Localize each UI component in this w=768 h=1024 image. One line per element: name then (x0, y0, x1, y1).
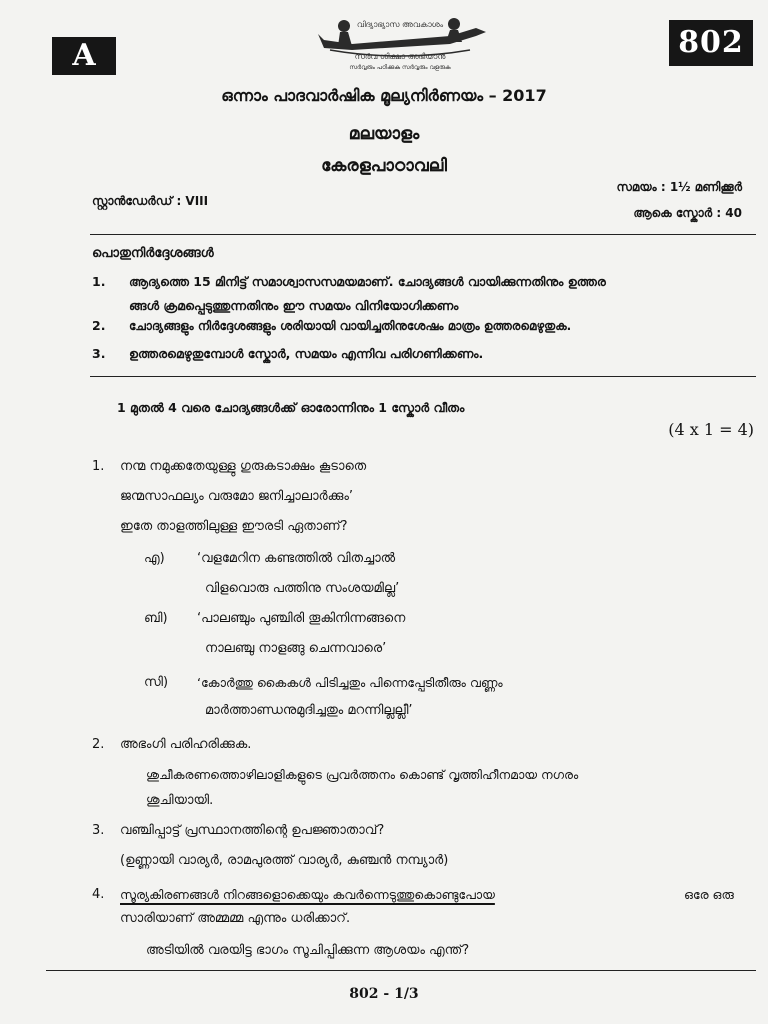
question-number: 1. (92, 459, 105, 474)
instruction-number: 3. (92, 346, 106, 361)
option-label-b: ബി) (144, 611, 168, 626)
section-marks: (4 x 1 = 4) (668, 420, 754, 439)
question-text: ഇതേ താളത്തിലുള്ള ഈരടി ഏതാണ്? (120, 519, 348, 534)
question-text: ഒരേ ഒരു (684, 887, 734, 902)
option-label-c: സി) (144, 675, 169, 690)
instruction-number: 2. (92, 318, 106, 333)
question-text: അഭംഗി പരിഹരിക്കുക. (120, 737, 252, 752)
subject-title: മലയാളം (348, 124, 420, 144)
textbook-title: കേരളപാഠാവലി (321, 156, 447, 176)
ssa-logo (300, 14, 500, 76)
total-score-label: ആകെ സ്കോർ : 40 (633, 206, 742, 220)
question-text: (ഉണ്ണായി വാര്യർ, രാമപുരത്ത് വാര്യർ, കുഞ്ചൻ നമ്പ്യാർ) (120, 853, 449, 868)
exam-title: ഒന്നാം പാദവാർഷിക മൂല്യനിർണയം – 2017 (221, 86, 547, 105)
underlined-phrase: സൂര്യകിരണങ്ങൾ നിറങ്ങളൊക്കെയും കവർന്നെടുത്തുകൊണ്ടുപോയ (120, 887, 495, 902)
question-number: 2. (92, 737, 105, 752)
option-text: വിളവൊരു പത്തിനു സംശയമില്ല’ (205, 581, 400, 596)
logo-text-1: വിദ്യാഭ്യാസ അവകാശം (356, 20, 444, 29)
divider-mid (90, 376, 756, 377)
time-label: സമയം : 1½ മണിക്കൂർ (616, 180, 742, 194)
option-text: മാർത്താണ്ഡനുമുദിച്ചതും മറന്നില്ലല്ലീ’ (205, 703, 413, 718)
question-text: വഞ്ചിപ്പാട്ട് പ്രസ്ഥാനത്തിന്റെ ഉപജ്ഞാതാവ്? (120, 823, 385, 838)
paper-series-tag: A (52, 37, 116, 75)
instruction-text: ആദ്യത്തെ 15 മിനിട്ട് സമാശ്വാസസമയമാണ്. ചോദ്യങ്ങൾ വായിക്കുന്നതിനും ഉത്തര (129, 274, 606, 289)
standard-label: സ്റ്റാൻഡേർഡ് : VIII (92, 194, 209, 208)
question-number: 3. (92, 823, 105, 838)
instruction-number: 1. (92, 274, 106, 289)
question-4 (92, 880, 760, 970)
divider-top (90, 234, 756, 235)
question-text: ശുചീകരണത്തൊഴിലാളികളുടെ പ്രവർത്തനം കൊണ്ട് വൃത്തിഹീനമായ നഗരം (146, 767, 579, 782)
section-heading: 1 മുതൽ 4 വരെ ചോദ്യങ്ങൾക്ക് ഓരോന്നിനും 1 സ്കോർ വീതം (117, 400, 465, 415)
question-3 (92, 816, 752, 876)
option-text: ‘കോർത്തു കൈകൾ പിടിച്ചതും പിന്നെപ്പേടിതീരും വണ്ണം (197, 675, 503, 690)
instruction-text: ഉത്തരമെഴുതുമ്പോൾ സ്കോർ, സമയം എന്നിവ പരിഗണിക്കണം. (129, 346, 484, 361)
question-1 (92, 452, 752, 722)
question-text: അടിയിൽ വരയിട്ട ഭാഗം സൂചിപ്പിക്കുന്ന ആശയം എന്ത്? (146, 943, 470, 958)
question-text: ശുചിയായി. (146, 793, 214, 808)
instruction-item (92, 342, 760, 366)
question-text: സാരിയാണ് അമ്മമ്മ എന്നും ധരിക്കാറ്. (120, 911, 351, 926)
option-text: ‘പാലഞ്ചും പുഞ്ചിരി തൂകിനിന്നങ്ങനെ (197, 611, 406, 626)
exam-code-box: 802 (669, 20, 753, 66)
instruction-text: ങ്ങൾ ക്രമപ്പെടുത്തുന്നതിനും ഈ സമയം വിനിയോഗിക്കണം (129, 298, 459, 313)
logo-text-2: സർവ ശിക്ഷാ അഭിയാൻ (354, 52, 446, 61)
option-label-a: എ) (144, 551, 165, 566)
option-text: ‘വളമേറിന കണ്ടത്തിൽ വിതച്ചാൽ (197, 551, 396, 566)
question-number: 4. (92, 887, 105, 902)
logo-text-3: സർവ്വരും പഠിക്കുക സർവ്വരും വളരുക (349, 64, 451, 71)
question-text: ജന്മസാഫല്യം വരുമോ ജനിച്ചാലാർക്കും’ (120, 489, 354, 504)
instruction-item (92, 314, 760, 338)
instructions-title: പൊതുനിർദ്ദേശങ്ങൾ (92, 246, 214, 261)
instruction-text: ചോദ്യങ്ങളും നിർദ്ദേശങ്ങളും ശരിയായി വായിച്ചതിനുശേഷം മാത്രം ഉത്തരമെഴുതുക. (129, 319, 572, 333)
instruction-item (92, 270, 760, 318)
question-2 (92, 730, 760, 810)
option-text: നാലഞ്ചു നാളങ്ങു ചെന്നവാരെ’ (205, 641, 387, 656)
page-footer: 802 - 1/3 (349, 986, 419, 1002)
question-text: നന്മ നമുക്കതേയുള്ളു ഗുരുകടാക്ഷം കൂടാതെ (120, 459, 367, 474)
divider-bottom (46, 970, 756, 971)
